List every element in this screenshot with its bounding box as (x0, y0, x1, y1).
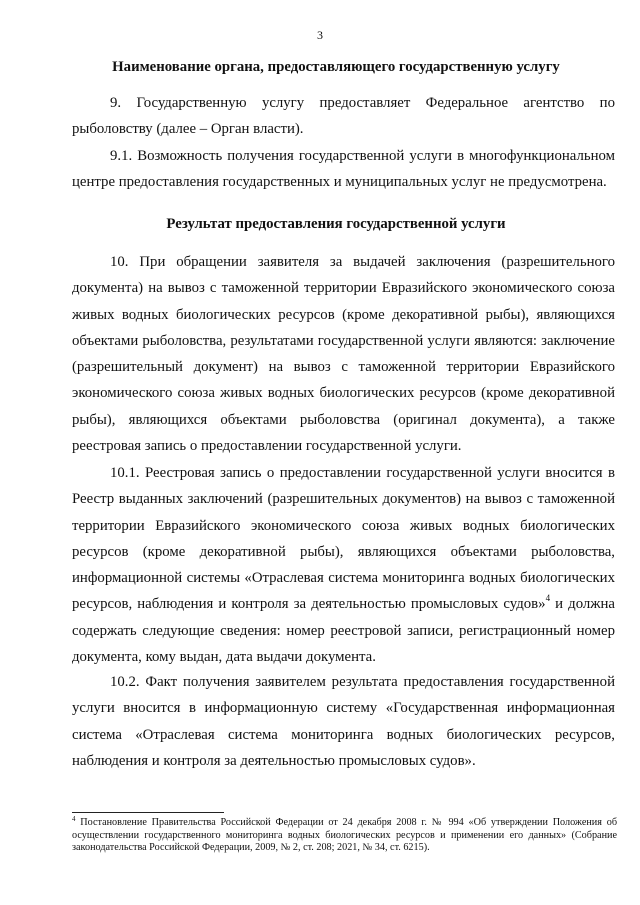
paragraph-10-2: 10.2. Факт получения заявителем результата предоставления государственной услуги вносится в информационную систему «Государственная информационная система «Отраслевая система мониторинга водных биологических ресурсов, наблюдения и контроля за деятельностью промысловых судов». (72, 674, 615, 769)
paragraph-9: 9. Государственную услугу предоставляет Федеральное агентство по рыболовству (далее – Орган власти). (72, 95, 615, 138)
footnote (72, 817, 617, 855)
paragraph-10-1 (72, 460, 615, 670)
footnote-divider (72, 812, 224, 813)
paragraph-10: 10. При обращении заявителя за выдачей заключения (разрешительного документа) на вывоз с таможенной территории Евразийского экономического союза живых водных биологических ресурсов (кроме декоративной рыбы), являющихся объектами рыболовства, результатами государственной услуги являются: заключение (разрешительный документ) на вывоз с таможенной территории Евразийского экономического союза живых водных биологических ресурсов (кроме декоративной рыбы), являющихся объектами рыболовства (оригинал документа), а также реестровая запись о предоставлении государственной услуги. (72, 254, 615, 455)
page-number: 3 (317, 28, 323, 42)
paragraph-10-1-text-start: 10.1. Реестровая запись о предоставлении государственной услуги вносится в Реестр выданных заключений (разрешительных документов) на вывоз с таможенной территории Евразийского экономического союза живых водных биологических ресурсов (кроме декоративной рыбы), являющихся объектами рыболовства, информационной системы «Отраслевая система мониторинга водных биологических ресурсов, наблюдения и контроля за деятельностью промысловых судов» (72, 465, 615, 613)
section-heading-result: Результат предоставления государственной услуги (166, 216, 506, 232)
paragraph-10-1-text-end: и должна содержать следующие сведения: номер реестровой записи, регистрационный номер документа, кому выдан, дата выдачи документа. (72, 596, 615, 666)
footnote-text: Постановление Правительства Российской Федерации от 24 декабря 2008 г. № 994 «Об утверждении Положения об осуществлении государственного мониторинга водных биологических ресурсов и применении его данных» (Собрание законодательства Российской Федерации, 2009, № 2, ст. 208; 2021, № 34, ст. 6215). (72, 817, 617, 853)
footnote-number: 4 (72, 815, 76, 823)
footnote-reference: 4 (545, 593, 551, 604)
section-heading-authority: Наименование органа, предоставляющего государственную услугу (112, 59, 560, 75)
paragraph-9-1: 9.1. Возможность получения государственной услуги в многофункциональном центре предоставления государственных и муниципальных услуг не предусмотрена. (72, 148, 615, 191)
